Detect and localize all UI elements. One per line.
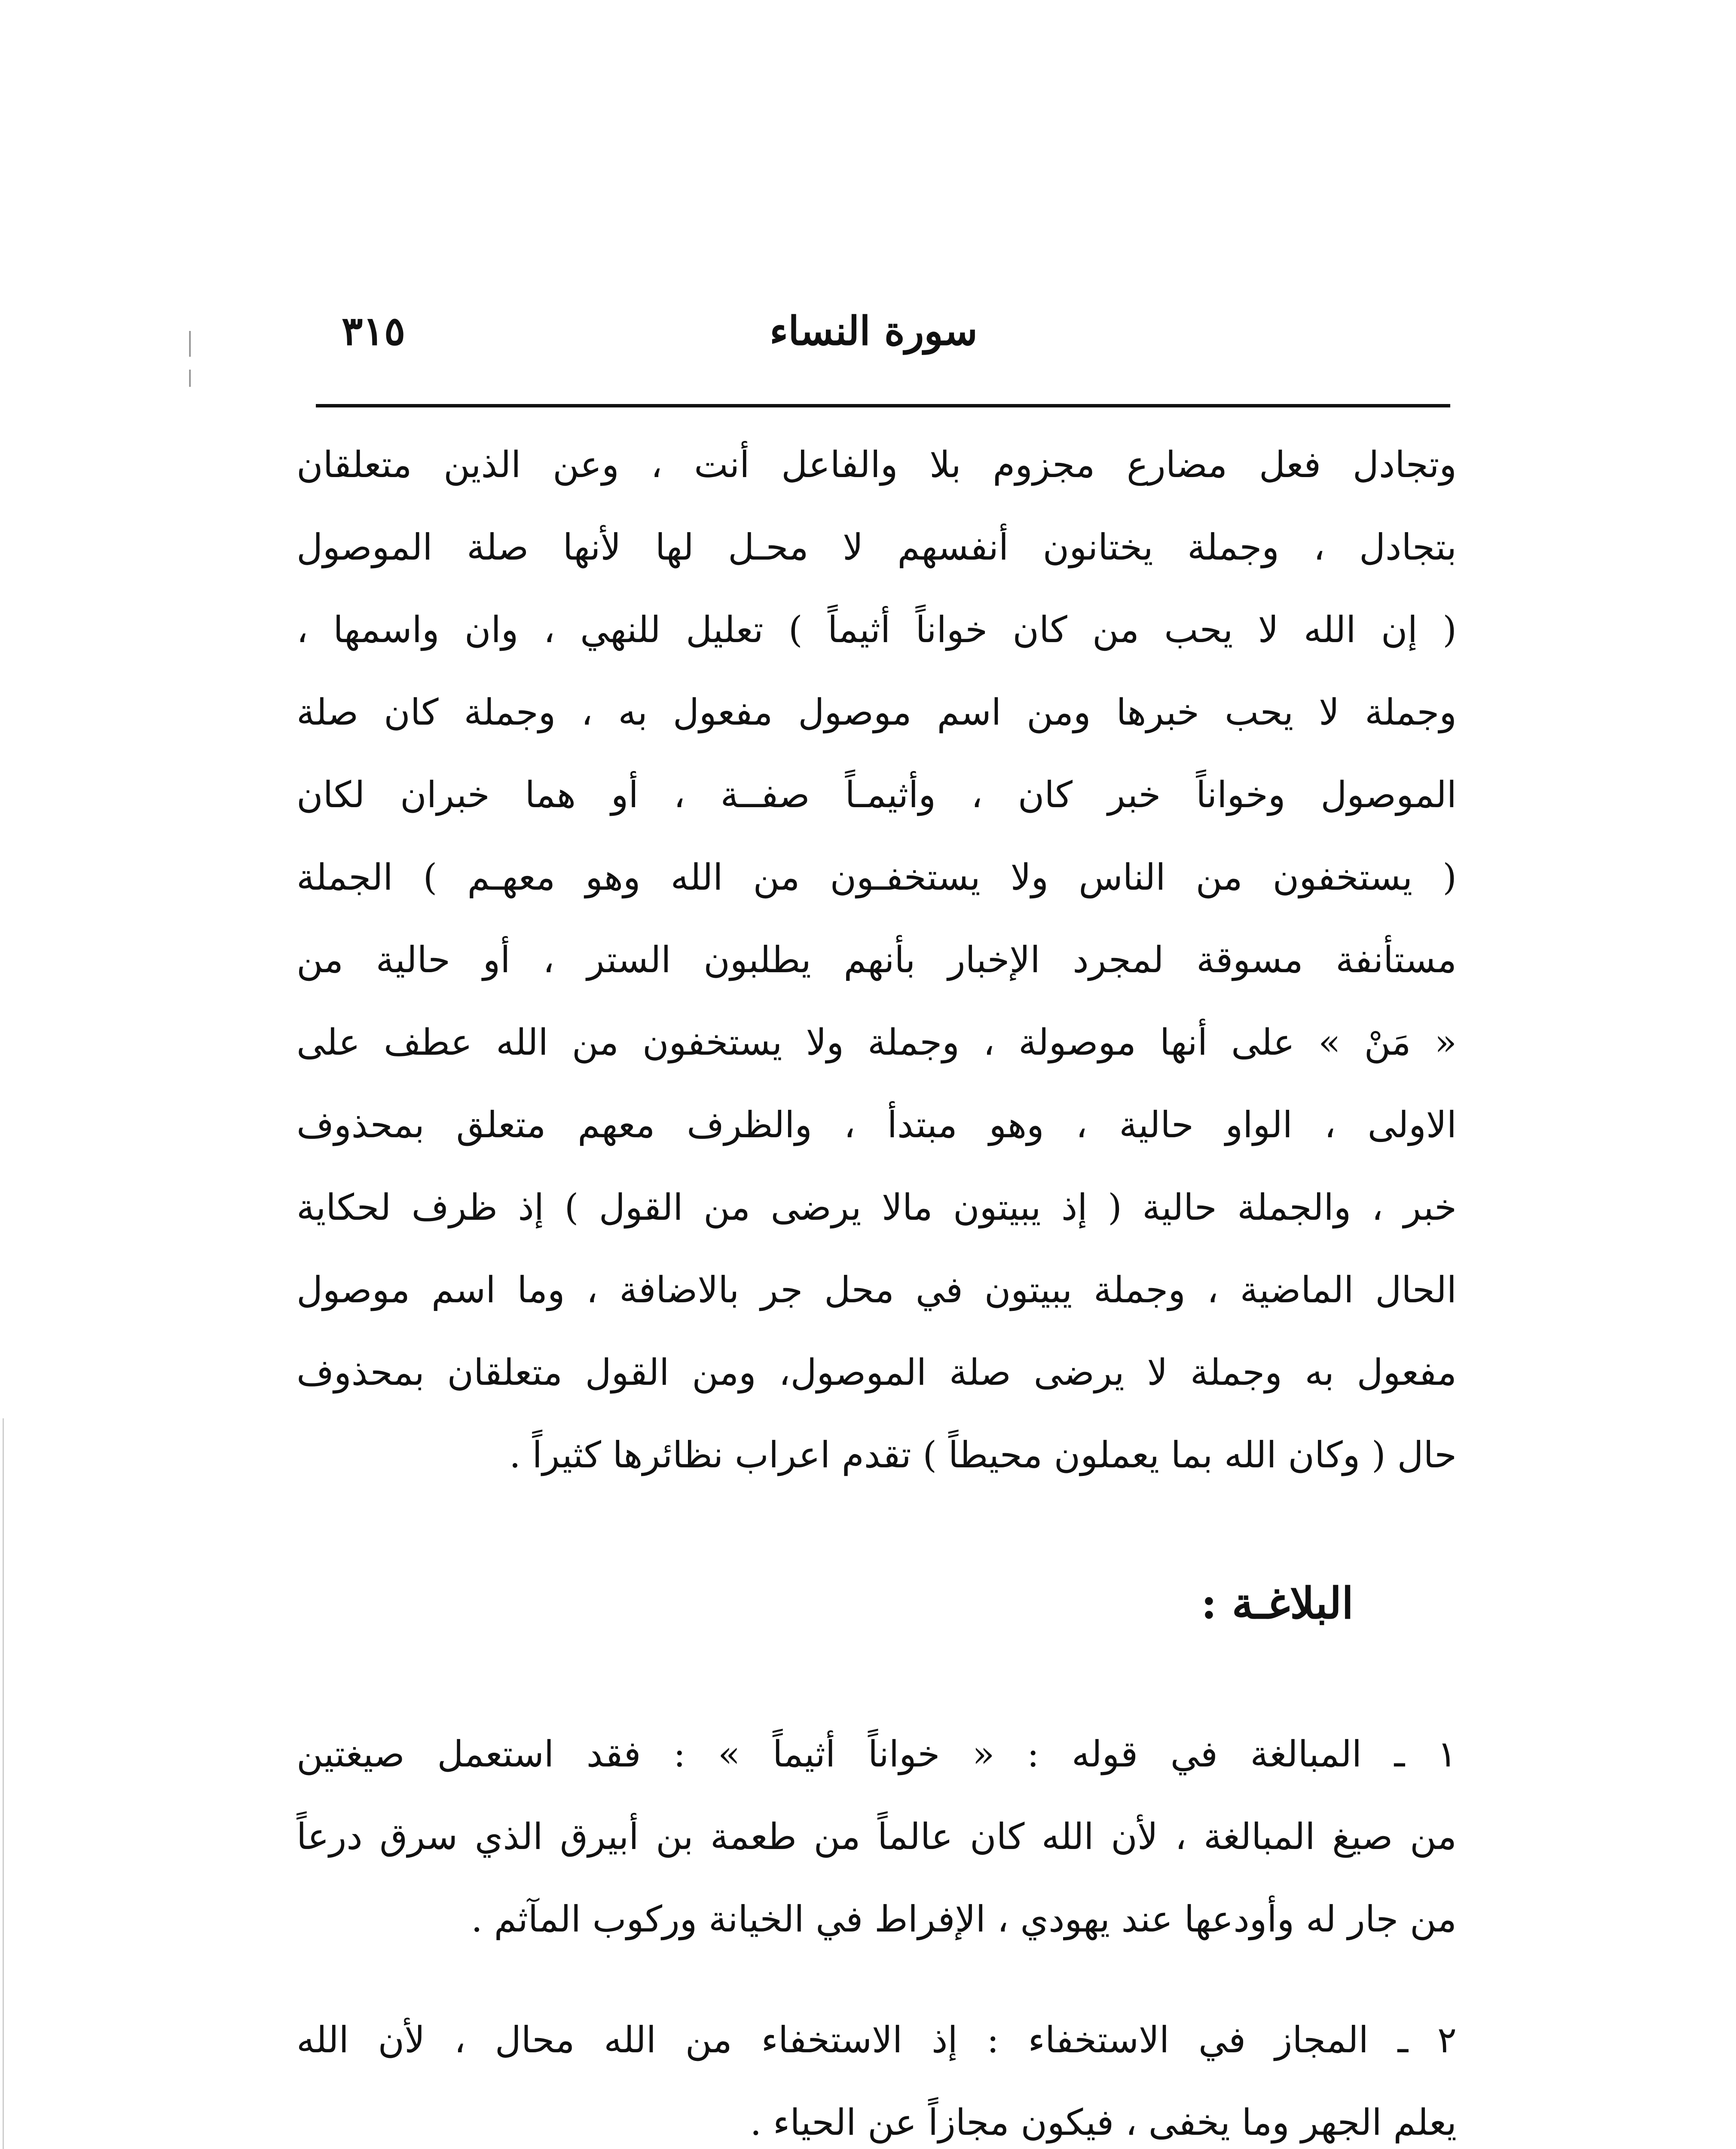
page-number: ٣١٥ — [342, 308, 406, 354]
text-line: بتجادل ، وجملة يختانون أنفسهم لا محـل لها لأنها صلة الموصول — [296, 526, 1457, 568]
surah-title: سورة النساء — [770, 308, 978, 354]
scan-edge-mark — [3, 1418, 4, 2149]
balagha-point-2 — [296, 1999, 1457, 2149]
text-line: خبر ، والجملة حالية ( إذ يبيتون مالا يرضى من القول ) إذ ظرف لحكاية — [296, 1186, 1457, 1228]
text-line: ( إن الله لا يحب من كان خواناً أثيماً ) تعليل للنهي ، وان واسمها ، — [296, 609, 1457, 651]
text-line: الحال الماضية ، وجملة يبيتون في محل جر بالاضافة ، وما اسم موصول — [296, 1269, 1457, 1311]
text-line: من جار له وأودعها عند يهودي ، الإفراط في الخيانة وركوب المآثم . — [471, 1898, 1457, 1940]
text-line: ( يستخفون من الناس ولا يستخفـون من الله وهو معهـم ) الجملة — [296, 856, 1457, 898]
text-line: حال ( وكان الله بما يعملون محيطاً ) تقدم اعراب نظائرها كثيراً . — [509, 1434, 1457, 1476]
text-line: يعلم الجهر وما يخفى ، فيكون مجازاً عن الحياء . — [750, 2101, 1457, 2143]
text-line: ١ ـ المبالغة في قوله : « خواناً أثيماً » : فقد استعمل صيغتين — [296, 1733, 1457, 1775]
text-line: الموصول وخواناً خبر كان ، وأثيمـاً صفــة ، أو هما خبران لكان — [296, 774, 1457, 816]
scan-edge-mark — [189, 331, 191, 357]
text-line: مفعول به وجملة لا يرضى صلة الموصول، ومن القول متعلقان بمحذوف — [296, 1351, 1457, 1393]
balagha-point-1 — [296, 1713, 1457, 1960]
text-line: من صيغ المبالغة ، لأن الله كان عالماً من طعمة بن أبيرق الذي سرق درعاً — [296, 1815, 1457, 1858]
scan-edge-mark — [189, 370, 191, 387]
text-line: « مَنْ » على أنها موصولة ، وجملة ولا يستخفون من الله عطف على — [296, 1021, 1457, 1063]
text-line: مستأنفة مسوقة لمجرد الإخبار بأنهم يطلبون الستر ، أو حالية من — [296, 939, 1457, 981]
irab-paragraph — [296, 423, 1457, 1496]
header-divider — [316, 404, 1450, 407]
page-header — [316, 301, 1450, 361]
balagha-heading: البلاغـة : — [1201, 1578, 1354, 1629]
text-line: وتجادل فعل مضارع مجزوم بلا والفاعل أنت ، وعن الذين متعلقان — [296, 444, 1457, 486]
text-line: الاولى ، الواو حالية ، وهو مبتدأ ، والظرف معهم متعلق بمحذوف — [296, 1104, 1457, 1146]
text-line: ٢ ـ المجاز في الاستخفاء : إذ الاستخفاء من الله محال ، لأن الله — [296, 2019, 1457, 2061]
text-line: وجملة لا يحب خبرها ومن اسم موصول مفعول به ، وجملة كان صلة — [296, 691, 1457, 733]
